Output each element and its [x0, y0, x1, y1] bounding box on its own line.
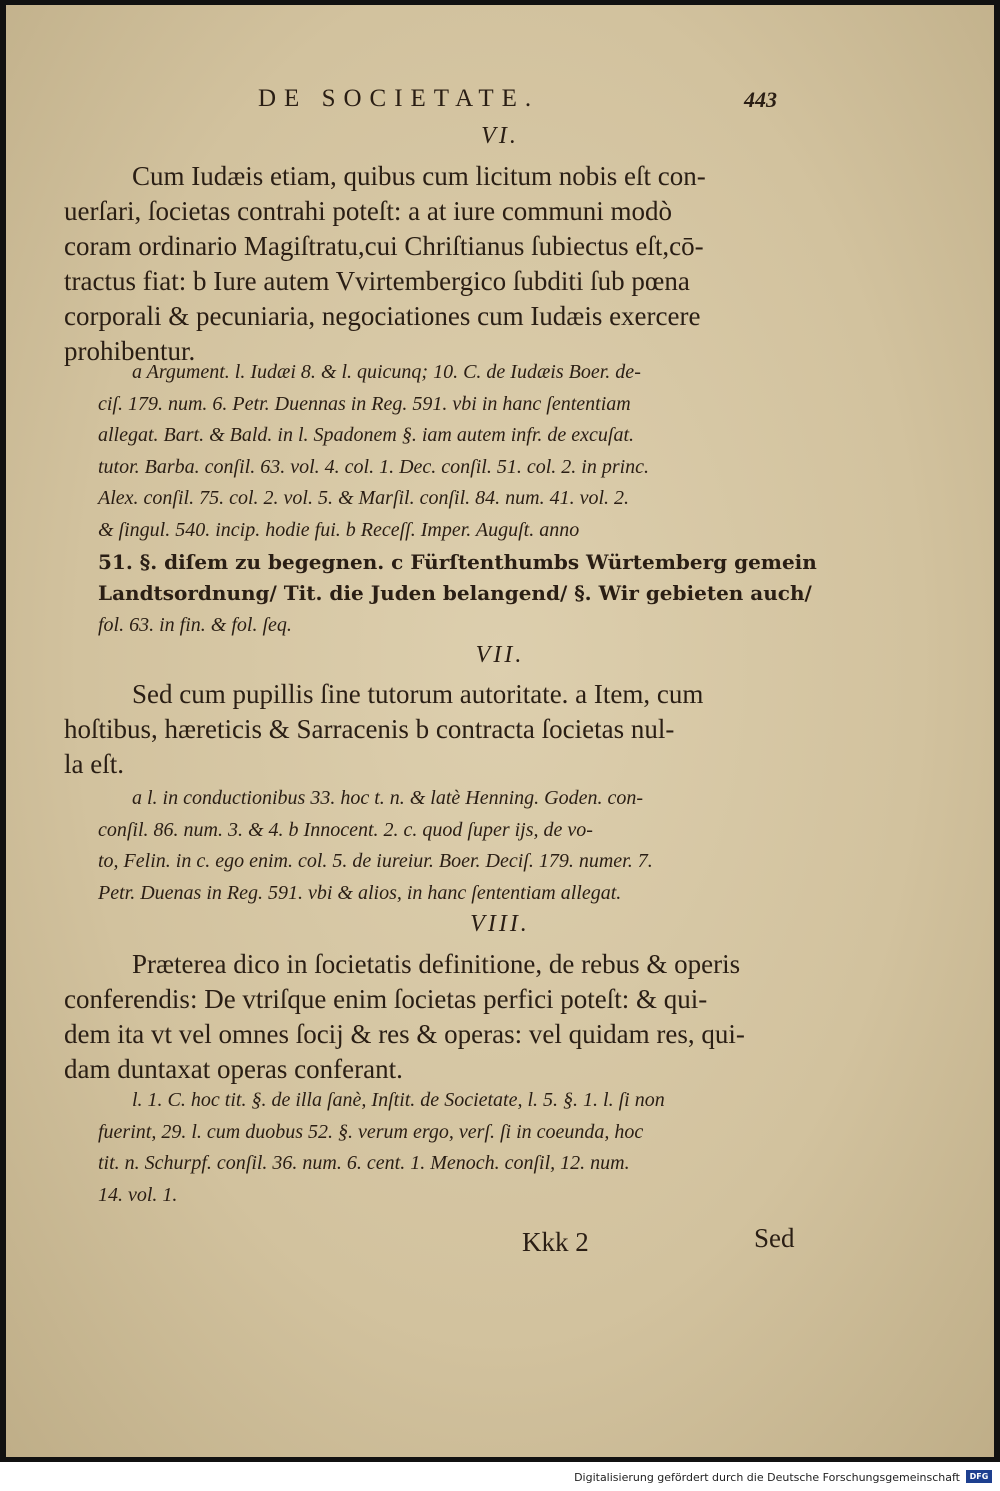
section-vi-text [64, 159, 706, 369]
section-numeral-vii: VII. [475, 642, 525, 668]
note-line: conſil. 86. num. 3. & 4. b Innocent. 2. c. quod ſuper ijs, de vo- [98, 818, 593, 841]
catchword: Sed [754, 1223, 795, 1253]
text-line: prohibentur. [64, 336, 196, 366]
signature-mark: Kkk 2 [522, 1227, 589, 1257]
section-viii-text [64, 947, 745, 1087]
note-line: & ſingul. 540. incip. hodie fui. b Receſſ. Imper. Auguſt. anno [98, 518, 580, 541]
text-line: dam duntaxat operas conferant. [64, 1054, 403, 1084]
note-line: fol. 63. in fin. & fol. ſeq. [98, 613, 292, 636]
note-line: Alex. conſil. 75. col. 2. vol. 5. & Marſil. conſil. 84. num. 41. vol. 2. [98, 487, 630, 510]
note-line: to, Felin. in c. ego enim. col. 5. de iureiur. Boer. Deciſ. 179. numer. 7. [98, 850, 653, 873]
section-numeral-vi: VI. [481, 123, 519, 149]
note-line: Petr. Duenas in Reg. 591. vbi & alios, in hanc ſententiam allegat. [98, 881, 622, 904]
text-line: conferendis: De vtriſque enim ſocietas perfici poteſt: & qui- [64, 984, 708, 1014]
text-line: Præterea dico in ſocietatis definitione, de rebus & operis [132, 949, 741, 979]
note-line: tit. n. Schurpf. conſil. 36. num. 6. cent. 1. Menoch. conſil, 12. num. [98, 1152, 630, 1175]
section-vii-text [64, 677, 703, 782]
text-line: uerſari, ſocietas contrahi poteſt: a at iure communi modò [64, 196, 673, 226]
note-line: allegat. Bart. & Bald. in l. Spadonem §. iam autem infr. de excuſat. [98, 424, 635, 447]
note-line: a Argument. l. Iudæi 8. & l. quicunq; 10. C. de Iudæis Boer. de- [132, 361, 641, 383]
running-title: DE SOCIETATE. [258, 85, 540, 112]
note-line: tutor. Barba. conſil. 63. vol. 4. col. 1. Dec. conſil. 51. col. 2. in princ. [98, 455, 650, 478]
text-line: dem ita vt vel omnes ſocij & res & operas: vel quidam res, qui- [64, 1019, 745, 1049]
section-vi-notes [98, 357, 817, 641]
section-vii-notes [98, 783, 653, 909]
text-line: Cum Iudæis etiam, quibus cum licitum nobis eſt con- [132, 161, 706, 191]
section-viii-notes [98, 1085, 665, 1211]
note-line: l. 1. C. hoc tit. §. de illa ſanè, Inſtit. de Societate, l. 5. §. 1. l. ſi non [132, 1089, 665, 1111]
dfg-logo: DFG [966, 1470, 992, 1483]
note-line: ciſ. 179. num. 6. Petr. Duennas in Reg. 591. vbi in hanc ſententiam [98, 392, 631, 415]
text-line: corporali & pecuniaria, negociationes cum Iudæis exercere [64, 301, 701, 331]
note-line: a l. in conductionibus 33. hoc t. n. & latè Henning. Goden. con- [132, 787, 644, 809]
text-line: la eſt. [64, 749, 124, 779]
text-line: coram ordinario Magiſtratu,cui Chriſtianus ſubiectus eſt,cō- [64, 231, 704, 261]
note-line: fuerint, 29. l. cum duobus 52. §. verum ergo, verſ. ſi in coeunda, hoc [98, 1120, 644, 1143]
page-number: 443 [744, 87, 777, 112]
book-page [6, 5, 994, 1457]
note-line-fraktur: 51. §. diſem zu begegnen. c Fürſtenthumbs Würtemberg gemein [98, 549, 817, 574]
note-line: 14. vol. 1. [98, 1183, 178, 1206]
text-line: hoſtibus, hæreticis & Sarracenis b contracta ſocietas nul- [64, 714, 675, 744]
text-line: Sed cum pupillis ſine tutorum autoritate. a Item, cum [132, 679, 704, 709]
section-numeral-viii: VIII. [470, 911, 530, 937]
footer-bar [0, 1462, 1000, 1491]
funding-credit: Digitalisierung gefördert durch die Deutsche Forschungsgemeinschaft [574, 1471, 960, 1484]
note-line-fraktur: Landtsordnung/ Tit. die Juden belangend/ §. Wir gebieten auch/ [98, 581, 812, 606]
text-line: tractus fiat: b Iure autem Vvirtembergico ſubditi ſub pœna [64, 266, 690, 296]
